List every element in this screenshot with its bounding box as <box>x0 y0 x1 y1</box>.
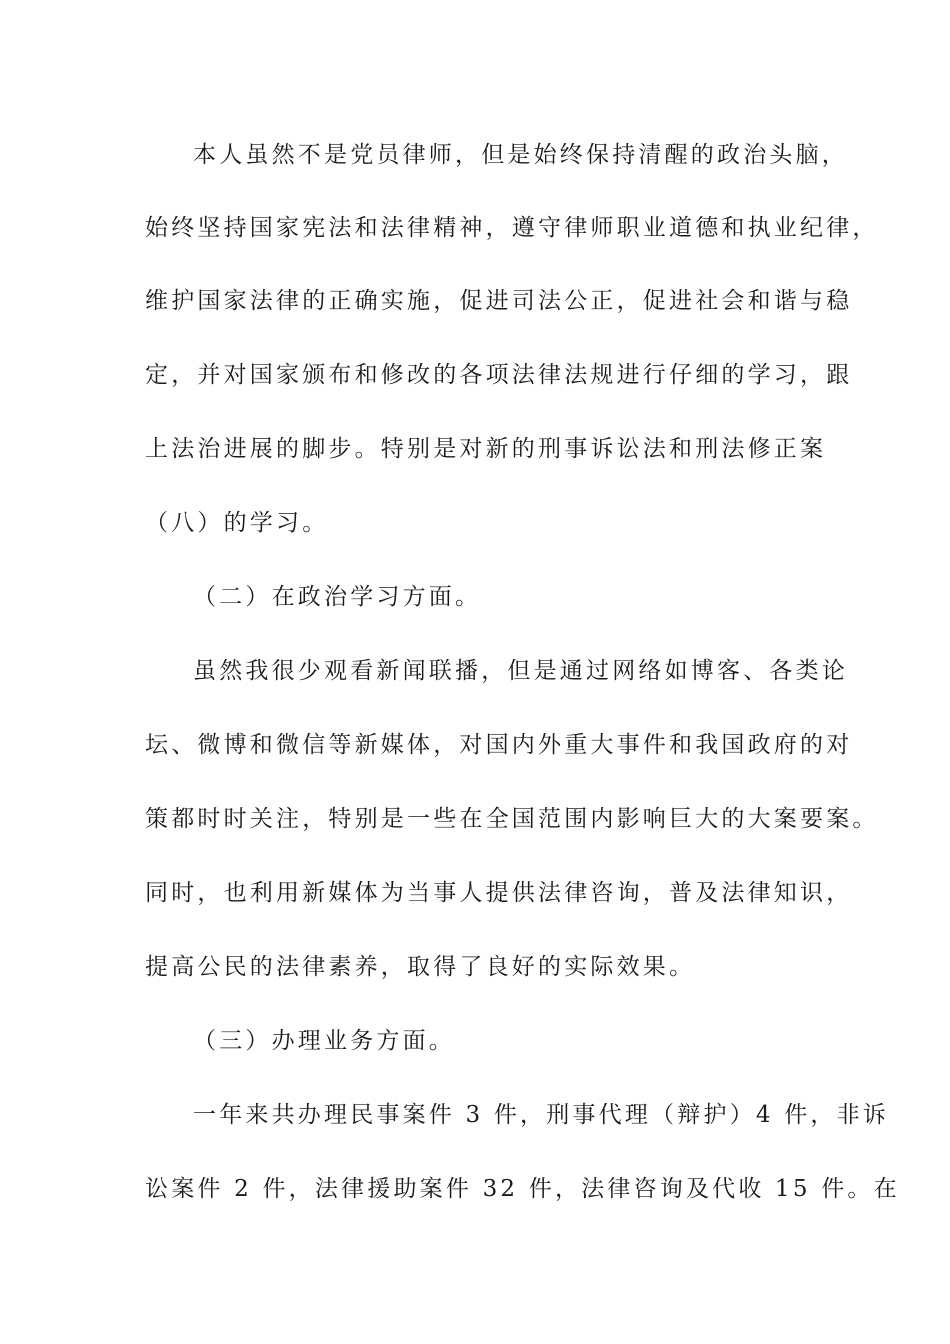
paragraph-2-line-1: 虽然我很少观看新闻联播，但是通过网络如博客、各类论 <box>193 658 848 684</box>
paragraph-2-line-5: 提高公民的法律素养，取得了良好的实际效果。 <box>145 954 696 980</box>
paragraph-3-line-1: 一年来共办理民事案件 3 件，刑事代理（辩护）4 件，非诉 <box>193 1102 889 1128</box>
paragraph-1-line-6: （八）的学习。 <box>145 510 329 536</box>
section-heading-political-study: （二）在政治学习方面。 <box>193 584 482 610</box>
paragraph-1-line-1: 本人虽然不是党员律师，但是始终保持清醒的政治头脑， <box>193 142 848 168</box>
paragraph-2-line-3: 策都时时关注，特别是一些在全国范围内影响巨大的大案要案。 <box>145 806 879 832</box>
paragraph-1-line-2: 始终坚持国家宪法和法律精神，遵守律师职业道德和执业纪律， <box>145 215 879 241</box>
paragraph-2-line-2: 坛、微博和微信等新媒体，对国内外重大事件和我国政府的对 <box>145 732 853 758</box>
paragraph-1-line-4: 定，并对国家颁布和修改的各项法律法规进行仔细的学习，跟 <box>145 362 853 388</box>
paragraph-2-line-4: 同时，也利用新媒体为当事人提供法律咨询，普及法律知识， <box>145 880 853 906</box>
paragraph-1-line-5: 上法治进展的脚步。特别是对新的刑事诉讼法和刑法修正案 <box>145 436 827 462</box>
section-heading-business: （三）办理业务方面。 <box>193 1028 455 1054</box>
paragraph-1-line-3: 维护国家法律的正确实施，促进司法公正，促进社会和谐与稳 <box>145 288 853 314</box>
paragraph-3-line-2: 讼案件 2 件，法律援助案件 32 件，法律咨询及代收 15 件。在 <box>145 1176 900 1202</box>
